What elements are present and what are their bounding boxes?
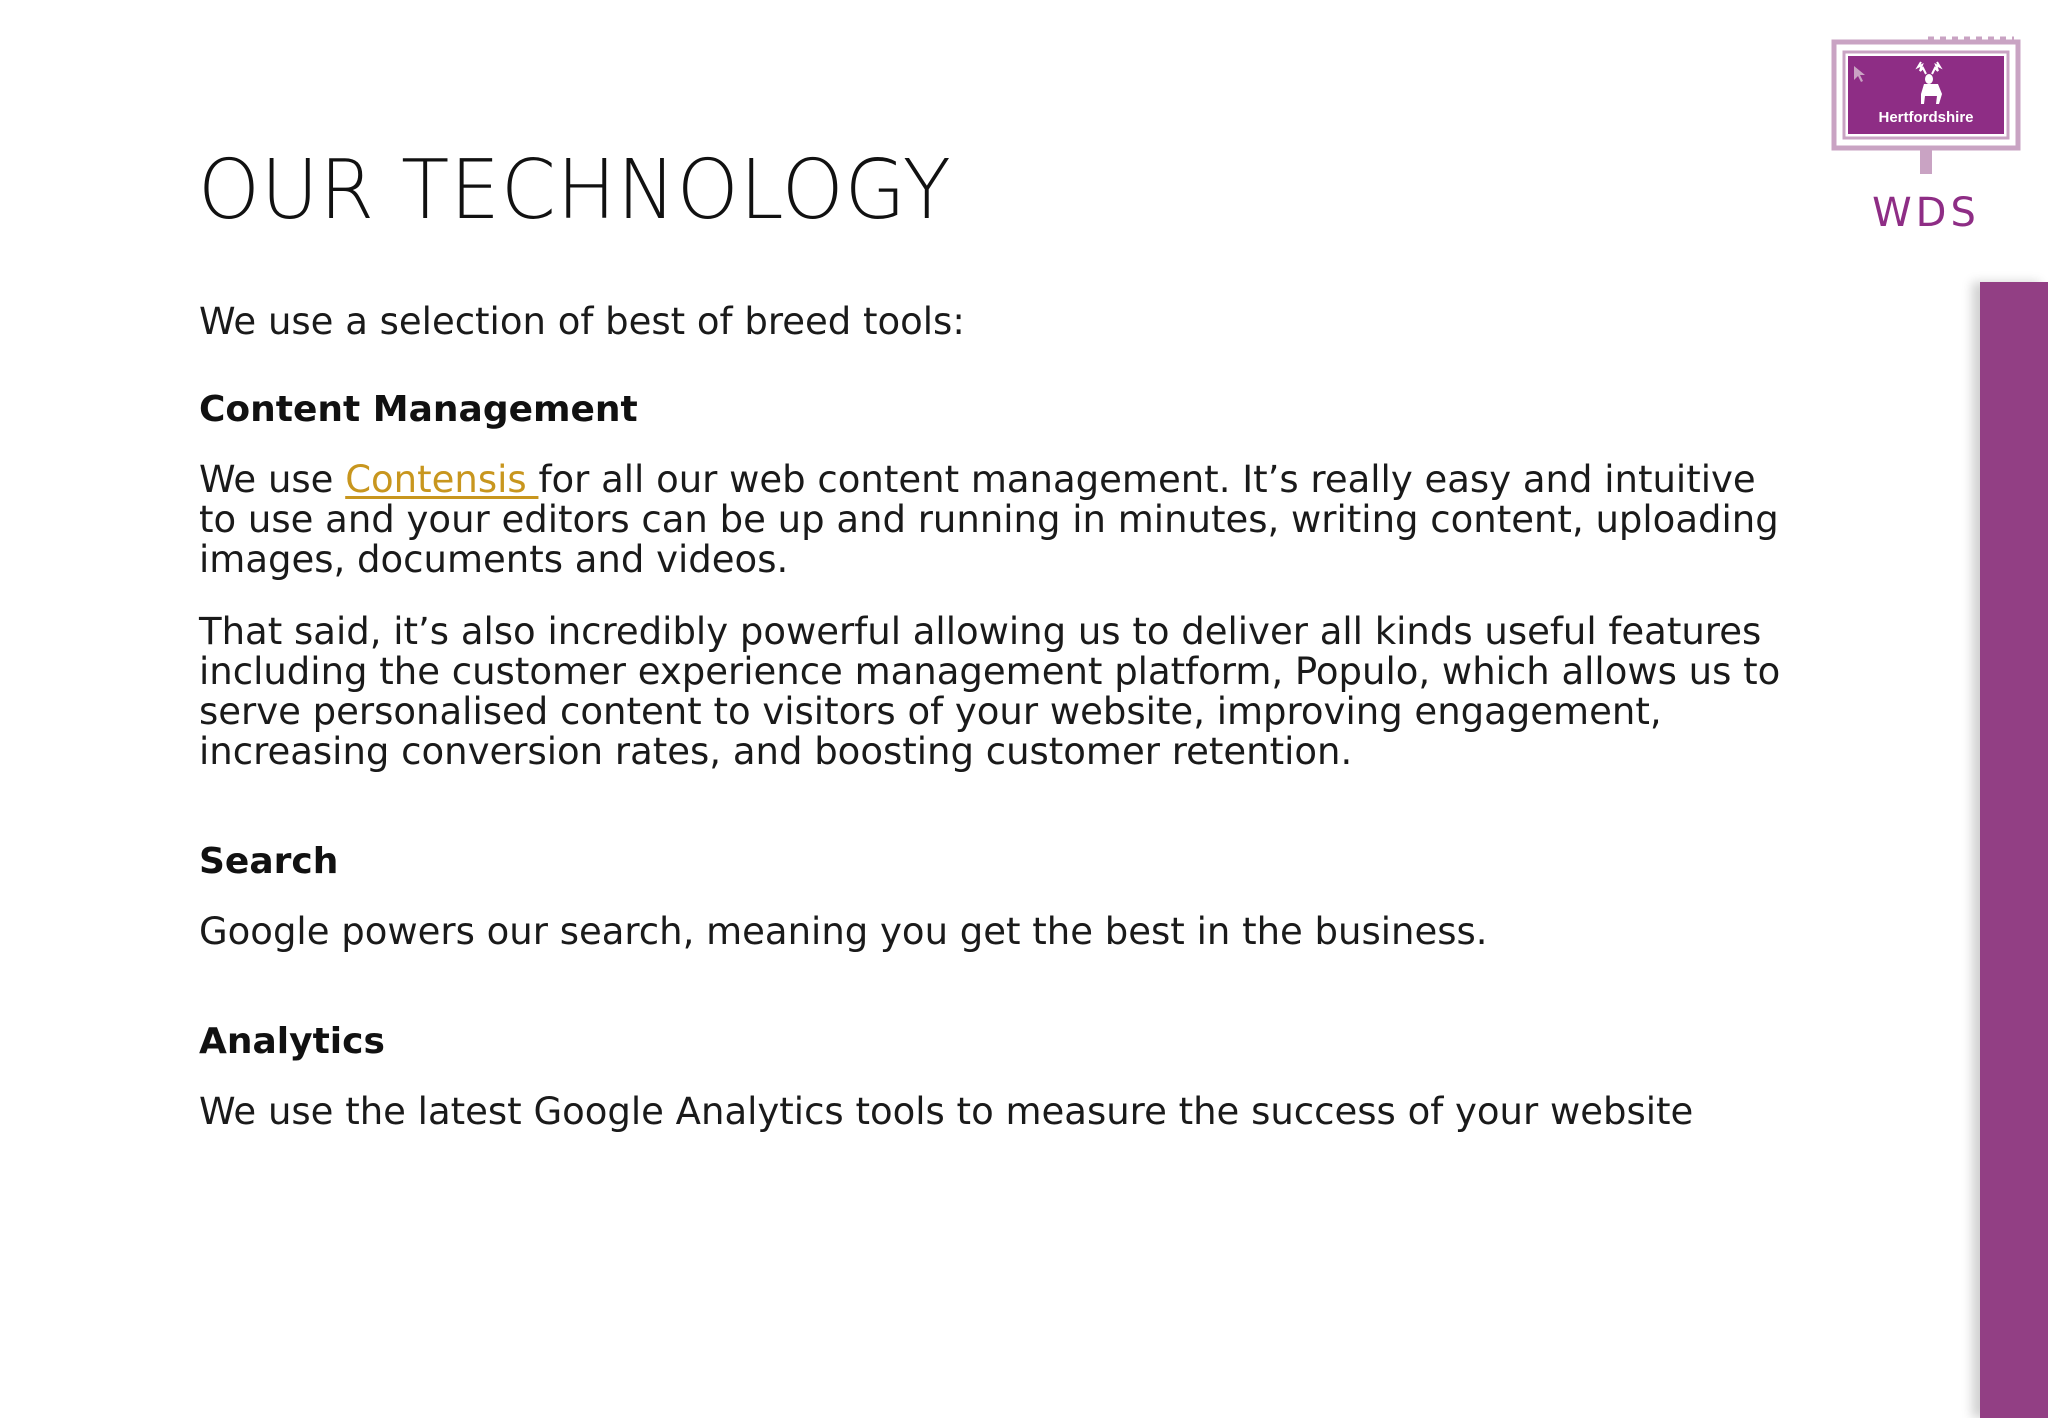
paragraph-text: for all our web content management. It’s really easy and intuitive to use and your editors can be up and running in minutes, writing content, uploading images, documents and videos.: [199, 458, 1779, 581]
slide-content: [199, 302, 1789, 1132]
section-heading-content-management: Content Management: [199, 389, 638, 430]
page-title: OUR TECHNOLOGY: [198, 143, 952, 238]
search-paragraph: Google powers our search, meaning you get the best in the business.: [199, 910, 1488, 953]
banner-text: Hertfordshire: [1878, 109, 1974, 126]
brand-wordmark: WDS: [1872, 190, 1980, 236]
content-management-paragraph-2: That said, it’s also incredibly powerful allowing us to deliver all kinds useful features including the customer experience management platform, Populo, which allows us to serve personalised content to visitors of your website, improving engagement, increasing conversion rates, and boosting customer retention.: [199, 610, 1781, 773]
analytics-paragraph: We use the latest Google Analytics tools to measure the success of your website: [199, 1090, 1694, 1133]
contensis-link[interactable]: Contensis: [345, 458, 539, 501]
paragraph-text: We use: [199, 458, 346, 501]
wds-logo: [1828, 36, 2024, 236]
intro-text: We use a selection of best of breed tools:: [199, 300, 965, 343]
content-management-paragraph: [199, 460, 1789, 580]
section-heading-analytics: Analytics: [199, 1021, 385, 1062]
section-heading-search: Search: [199, 841, 339, 882]
accent-side-bar: [1980, 282, 2048, 1418]
